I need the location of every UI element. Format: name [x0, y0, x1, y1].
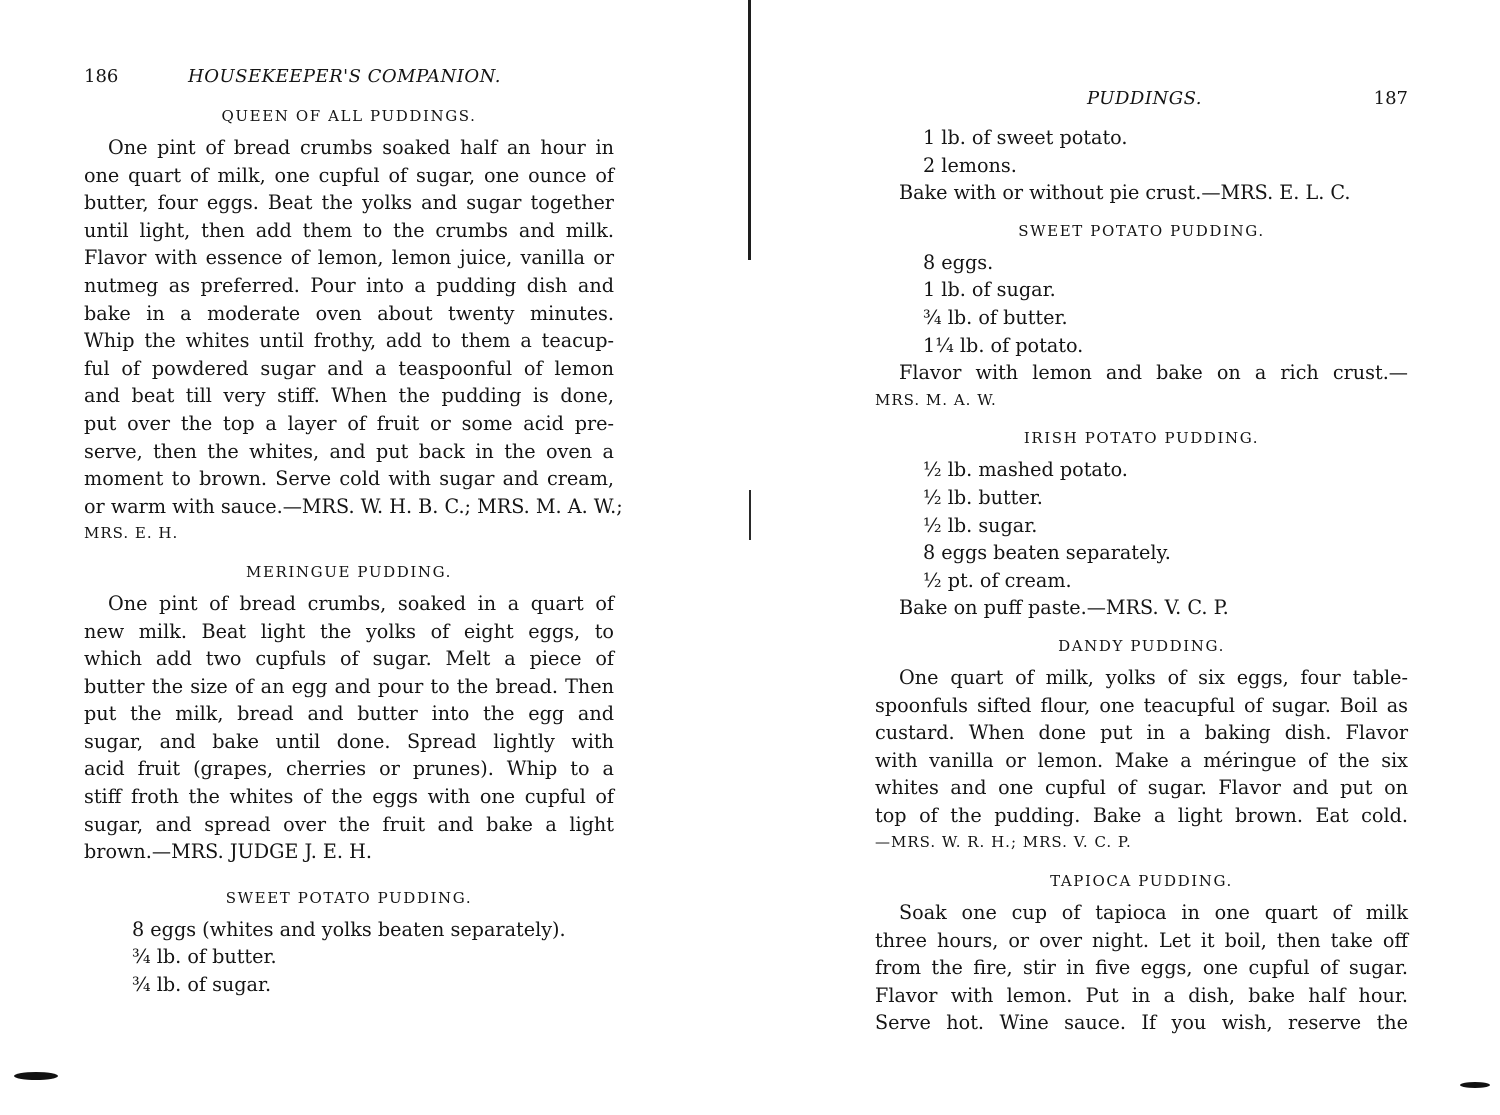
page-edge-mark [14, 1072, 58, 1080]
text-line: moment to brown. Serve cold with sugar and cream, [84, 467, 614, 491]
text-line: custard. When done put in a baking dish. Flavor [875, 721, 1408, 745]
ingredient: 8 eggs beaten separately. [923, 541, 1171, 565]
recipe-note: Flavor with lemon and bake on a rich crust.— [899, 361, 1408, 385]
text-line: three hours, or over night. Let it boil, then take off [875, 928, 1408, 952]
running-head-title: PUDDINGS. [1087, 88, 1202, 109]
text-line: or warm with sauce.—MRS. W. H. B. C.; MRS. M. A. W.; [84, 494, 623, 518]
recipe-heading: MERINGUE PUDDING. [246, 562, 452, 581]
recipe-irish-potato-pudding [875, 428, 1408, 622]
ingredient: 8 eggs (whites and yolks beaten separately). [132, 917, 566, 941]
recipe-heading: TAPIOCA PUDDING. [1050, 872, 1233, 891]
text-line: serve, then the whites, and put back in the oven a [84, 439, 614, 463]
page-number: 187 [1373, 88, 1408, 109]
text-line: put the milk, bread and butter into the egg and [84, 702, 614, 726]
ingredient-list [923, 456, 1408, 594]
ingredient: ¾ lb. of butter. [132, 945, 277, 969]
recipe-body [875, 664, 1408, 857]
recipe-note: Bake on puff paste.—MRS. V. C. P. [899, 596, 1229, 620]
attribution: brown.—MRS. JUDGE J. E. H. [84, 840, 372, 864]
text-line: One pint of bread crumbs soaked half an hour in [108, 136, 614, 159]
ingredient-list [923, 124, 1408, 179]
text-line: Soak one cup of tapioca in one quart of milk [899, 901, 1408, 925]
recipe-body [875, 899, 1408, 1037]
attribution: MRS. E. H. [84, 524, 179, 543]
text-line: One quart of milk, yolks of six eggs, four table- [899, 665, 1408, 689]
text-line: put over the top a layer of fruit or some acid pre- [84, 411, 614, 435]
text-line: ful of powdered sugar and a teaspoonful of lemon [84, 356, 614, 380]
ingredient-list [923, 249, 1408, 359]
attribution: MRS. M. A. W. [875, 390, 997, 409]
text-line: from the fire, stir in five eggs, one cupful of sugar. [875, 956, 1408, 980]
attribution: —MRS. W. R. H.; MRS. V. C. P. [875, 833, 1132, 852]
ingredient: 1 lb. of sweet potato. [923, 126, 1128, 149]
text-line: spoonfuls sifted flour, one teacupful of sugar. Boil as [875, 693, 1408, 717]
recipe-heading: QUEEN OF ALL PUDDINGS. [221, 107, 477, 125]
text-line: Whip the whites until frothy, add to them a teacup- [84, 329, 614, 353]
page-number: 186 [84, 66, 119, 87]
ingredient: ½ pt. of cream. [923, 568, 1072, 592]
recipe-dandy-pudding [875, 636, 1408, 857]
left-page [0, 0, 745, 1115]
text-line: one quart of milk, one cupful of sugar, one ounce of [84, 163, 614, 187]
text-line: Serve hot. Wine sauce. If you wish, reserve the [875, 1011, 1408, 1035]
recipe-continued [875, 124, 1408, 207]
page-gutter [748, 0, 751, 260]
text-line: One pint of bread crumbs, soaked in a quart of [108, 591, 614, 615]
recipe-queen-of-all-puddings [84, 106, 623, 548]
recipe-heading: SWEET POTATO PUDDING. [225, 888, 473, 907]
text-line: until light, then add them to the crumbs and milk. [84, 218, 614, 242]
recipe-sweet-potato-pudding-2 [875, 221, 1408, 415]
running-head-title: HOUSEKEEPER'S COMPANION. [188, 66, 501, 87]
ingredient: 1¼ lb. of potato. [923, 333, 1084, 357]
text-line: butter the size of an egg and pour to the bread. Then [84, 674, 614, 698]
ingredient: ¾ lb. of sugar. [132, 973, 272, 997]
text-line: Flavor with lemon. Put in a dish, bake half hour. [875, 983, 1408, 1007]
ingredient: 8 eggs. [923, 250, 994, 274]
text-line: whites and one cupful of sugar. Flavor and put on [875, 776, 1408, 800]
page-edge-mark [1460, 1082, 1490, 1088]
recipe-meringue-pudding [84, 562, 614, 866]
recipe-body [84, 590, 614, 866]
ingredient: ¾ lb. of butter. [923, 305, 1068, 329]
text-line: Flavor with essence of lemon, lemon juice, vanilla or [84, 246, 614, 270]
text-line: nutmeg as preferred. Pour into a pudding dish and [84, 273, 614, 297]
text-line: acid fruit (grapes, cherries or prunes). Whip to a [84, 757, 614, 781]
text-line: butter, four eggs. Beat the yolks and sugar together [84, 191, 614, 215]
text-line: sugar, and bake until done. Spread lightly with [84, 729, 614, 753]
recipe-note: Bake with or without pie crust.—MRS. E. L. C. [899, 181, 1351, 205]
text-line: stiff froth the whites of the eggs with one cupful of [84, 785, 614, 809]
recipe-tapioca-pudding [875, 871, 1408, 1037]
text-line: and beat till very stiff. When the pudding is done, [84, 384, 614, 408]
text-line: bake in a moderate oven about twenty minutes. [84, 301, 614, 325]
ingredient: ½ lb. butter. [923, 485, 1043, 509]
text-line: which add two cupfuls of sugar. Melt a piece of [84, 647, 614, 671]
text-line: with vanilla or lemon. Make a méringue of the six [875, 748, 1408, 772]
ingredient: 1 lb. of sugar. [923, 278, 1056, 302]
ingredient: ½ lb. sugar. [923, 513, 1038, 537]
recipe-body [84, 134, 623, 548]
gutter-mark [749, 490, 751, 540]
right-column [875, 124, 1408, 1037]
recipe-heading: SWEET POTATO PUDDING. [1018, 221, 1265, 240]
recipe-heading: DANDY PUDDING. [1058, 636, 1225, 655]
ingredient-list [132, 916, 614, 999]
left-column [84, 104, 623, 999]
ingredient: 2 lemons. [923, 153, 1017, 177]
ingredient: ½ lb. mashed potato. [923, 458, 1128, 482]
right-page [755, 0, 1500, 1115]
text-line: sugar, and spread over the fruit and bake a light [84, 812, 614, 836]
text-line: new milk. Beat light the yolks of eight eggs, to [84, 619, 614, 643]
recipe-heading: IRISH POTATO PUDDING. [1023, 429, 1260, 448]
recipe-sweet-potato-pudding [84, 888, 614, 999]
text-line: top of the pudding. Bake a light brown. Eat cold. [875, 803, 1408, 827]
